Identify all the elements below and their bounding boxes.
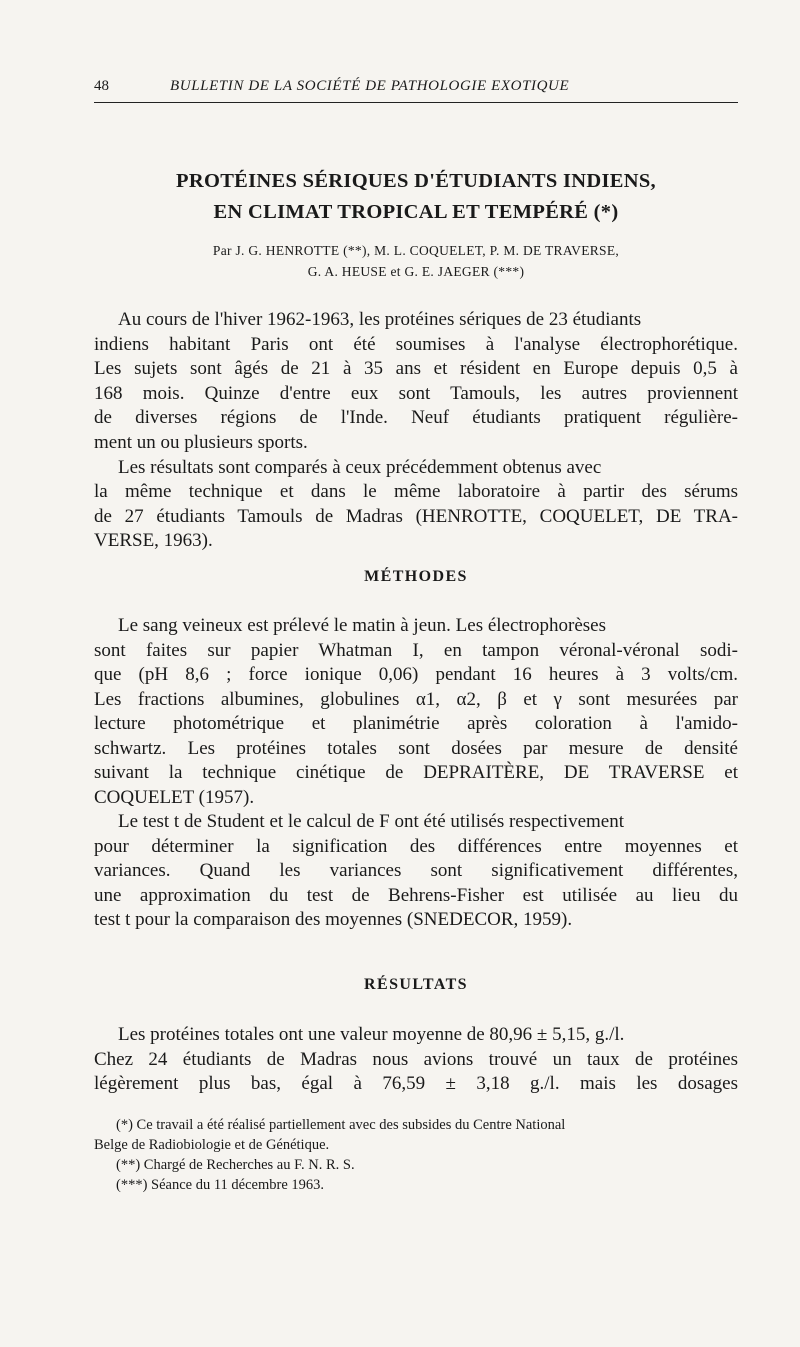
article-title-line-2: EN CLIMAT TROPICAL ET TEMPÉRÉ (*) [213,201,619,223]
page-header [94,78,738,103]
section-heading-methods: MÉTHODES [364,568,468,585]
footnote: (***) Séance du 11 décembre 1963. [116,1177,325,1193]
paragraph-line: schwartz. Les protéines totales sont dosées par mesure de densité [94,738,738,759]
paragraph-line: Les résultats sont comparés à ceux précédemment obtenus avec [118,457,602,478]
paragraph-line: légèrement plus bas, égal à 76,59 ± 3,18 g./l. mais les dosages [94,1073,738,1094]
page-number: 48 [94,78,109,94]
paragraph-line: 168 mois. Quinze d'entre eux sont Tamouls, les autres proviennent [94,383,738,404]
paragraph-line: VERSE, 1963). [94,530,213,551]
paragraph-line: test t pour la comparaison des moyennes (SNEDECOR, 1959). [94,909,573,930]
authors-line-2: G. A. HEUSE et G. E. JAEGER (***) [307,264,525,279]
paragraph-line: ment un ou plusieurs sports. [94,432,308,453]
paragraph-line: suivant la technique cinétique de DEPRAITÈRE, DE TRAVERSE et [94,762,738,783]
paragraph-line: pour déterminer la signification des différences entre moyennes et [94,836,738,857]
paragraph-line: Les fractions albumines, globulines α1, α2, β et γ sont mesurées par [94,689,738,710]
paragraph-line: variances. Quand les variances sont significativement différentes, [94,860,738,881]
paragraph-line: lecture photométrique et planimétrie après coloration à l'amido- [94,713,738,734]
footnote: Belge de Radiobiologie et de Génétique. [94,1137,330,1153]
paragraph-line: indiens habitant Paris ont été soumises à l'analyse électrophorétique. [94,334,738,355]
footnote: (*) Ce travail a été réalisé partiellement avec des subsides du Centre National [116,1117,566,1133]
paragraph-line: Chez 24 étudiants de Madras nous avions trouvé un taux de protéines [94,1049,738,1070]
footnote: (**) Chargé de Recherches au F. N. R. S. [116,1157,355,1173]
paragraph-line: de diverses régions de l'Inde. Neuf étudiants pratiquent régulière- [94,407,738,428]
paragraph-line: sont faites sur papier Whatman I, en tampon véronal-véronal sodi- [94,640,738,661]
paragraph-line: que (pH 8,6 ; force ionique 0,06) pendant 16 heures à 3 volts/cm. [94,664,738,685]
running-title: BULLETIN DE LA SOCIÉTÉ DE PATHOLOGIE EXOTIQUE [170,78,570,94]
article-title-line-1: PROTÉINES SÉRIQUES D'ÉTUDIANTS INDIENS, [176,170,656,192]
paragraph-line: Le sang veineux est prélevé le matin à jeun. Les électrophorèses [118,615,606,636]
section-heading-results: RÉSULTATS [364,976,468,993]
paragraph-line: Au cours de l'hiver 1962-1963, les protéines sériques de 23 étudiants [118,309,642,330]
paragraph-line: Le test t de Student et le calcul de F ont été utilisés respectivement [118,811,624,832]
paragraph-line: de 27 étudiants Tamouls de Madras (HENROTTE, COQUELET, DE TRA- [94,506,738,527]
paragraph-line: Les sujets sont âgés de 21 à 35 ans et résident en Europe depuis 0,5 à [94,358,738,379]
paragraph-line: la même technique et dans le même laboratoire à partir des sérums [94,481,738,502]
paragraph-line: COQUELET (1957). [94,787,255,808]
authors-line-1: Par J. G. HENROTTE (**), M. L. COQUELET, P. M. DE TRAVERSE, [212,243,620,258]
paragraph-line: Les protéines totales ont une valeur moyenne de 80,96 ± 5,15, g./l. [118,1024,625,1045]
paragraph-line: une approximation du test de Behrens-Fisher est utilisée au lieu du [94,885,738,906]
